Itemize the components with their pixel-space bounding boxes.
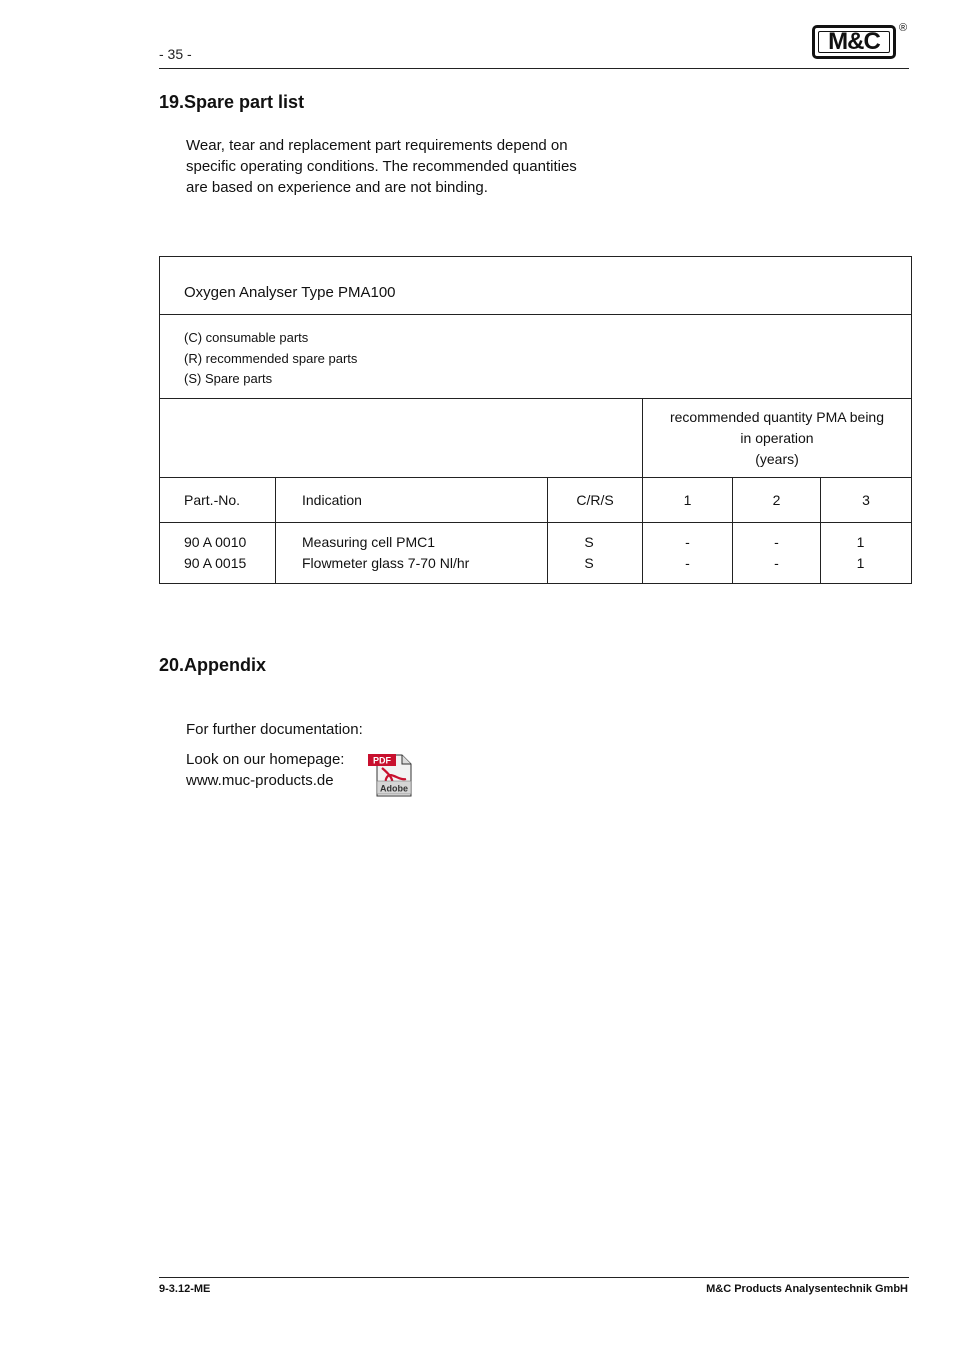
group-header-line: in operation xyxy=(740,430,814,446)
company-logo xyxy=(812,25,896,59)
table-cell-part-no: 90 A 0010 xyxy=(184,534,247,550)
legend-item: (R) recommended spare parts xyxy=(184,350,358,366)
logo-text: M&C xyxy=(828,28,880,55)
table-rule xyxy=(275,477,276,583)
intro-line: specific operating conditions. The recommended quantities xyxy=(186,158,577,175)
table-title: Oxygen Analyser Type PMA100 xyxy=(184,284,396,301)
column-header-year-3: 3 xyxy=(862,492,870,508)
further-docs-text: For further documentation: xyxy=(186,721,363,738)
table-cell-year-3: 1 xyxy=(856,534,865,550)
legend-item: (C) consumable parts xyxy=(184,330,309,345)
column-header-year-1: 1 xyxy=(683,492,692,508)
header-divider xyxy=(159,68,909,69)
table-cell-part-no: 90 A 0015 xyxy=(184,555,247,571)
table-rule xyxy=(160,314,911,315)
table-rule xyxy=(160,522,911,523)
table-legend xyxy=(184,328,357,390)
footer-company: M&C Products Analysentechnik GmbH xyxy=(706,1283,908,1295)
registered-mark: ® xyxy=(899,22,908,34)
spare-parts-table xyxy=(159,256,912,584)
legend-item: (S) Spare parts xyxy=(184,371,273,386)
pdf-document-icon[interactable] xyxy=(368,753,412,797)
table-cell-year-1: - xyxy=(685,534,690,550)
section-19-intro xyxy=(186,135,577,198)
pdf-icon-label: PDF xyxy=(373,755,391,766)
table-cell-year-1: - xyxy=(685,555,690,571)
table-cell-year-2: - xyxy=(774,555,779,571)
table-cell-crs: S xyxy=(584,534,594,550)
homepage-label: Look on our homepage: xyxy=(186,751,345,768)
table-rule xyxy=(160,477,911,478)
homepage-url[interactable]: www.muc-products.de xyxy=(186,772,334,789)
section-20-heading: 20.Appendix xyxy=(159,655,267,675)
table-cell-year-3: 1 xyxy=(856,555,865,571)
section-19-heading: 19.Spare part list xyxy=(159,92,305,112)
pdf-icon-brand: Adobe xyxy=(380,783,408,794)
footer-doc-code: 9-3.12-ME xyxy=(159,1283,211,1295)
column-header-indication: Indication xyxy=(302,492,362,508)
column-header-crs: C/R/S xyxy=(576,492,614,508)
intro-line: Wear, tear and replacement part requirements depend on xyxy=(186,137,568,154)
table-cell-crs: S xyxy=(584,555,594,571)
table-cell-year-2: - xyxy=(774,534,779,550)
footer-divider xyxy=(159,1277,909,1278)
homepage-block xyxy=(186,749,344,791)
column-header-year-2: 2 xyxy=(772,492,781,508)
group-header-line: (years) xyxy=(755,451,799,467)
quantity-group-header xyxy=(643,407,911,470)
table-cell-indication: Flowmeter glass 7-70 Nl/hr xyxy=(302,555,470,571)
logo-inner-border xyxy=(818,31,890,53)
column-header-part-no: Part.-No. xyxy=(184,492,241,508)
table-cell-indication: Measuring cell PMC1 xyxy=(302,534,436,550)
group-header-line: recommended quantity PMA being xyxy=(669,409,884,425)
table-rule xyxy=(160,398,911,399)
page-number: - 35 - xyxy=(159,46,192,62)
intro-line: are based on experience and are not binding. xyxy=(186,179,488,196)
